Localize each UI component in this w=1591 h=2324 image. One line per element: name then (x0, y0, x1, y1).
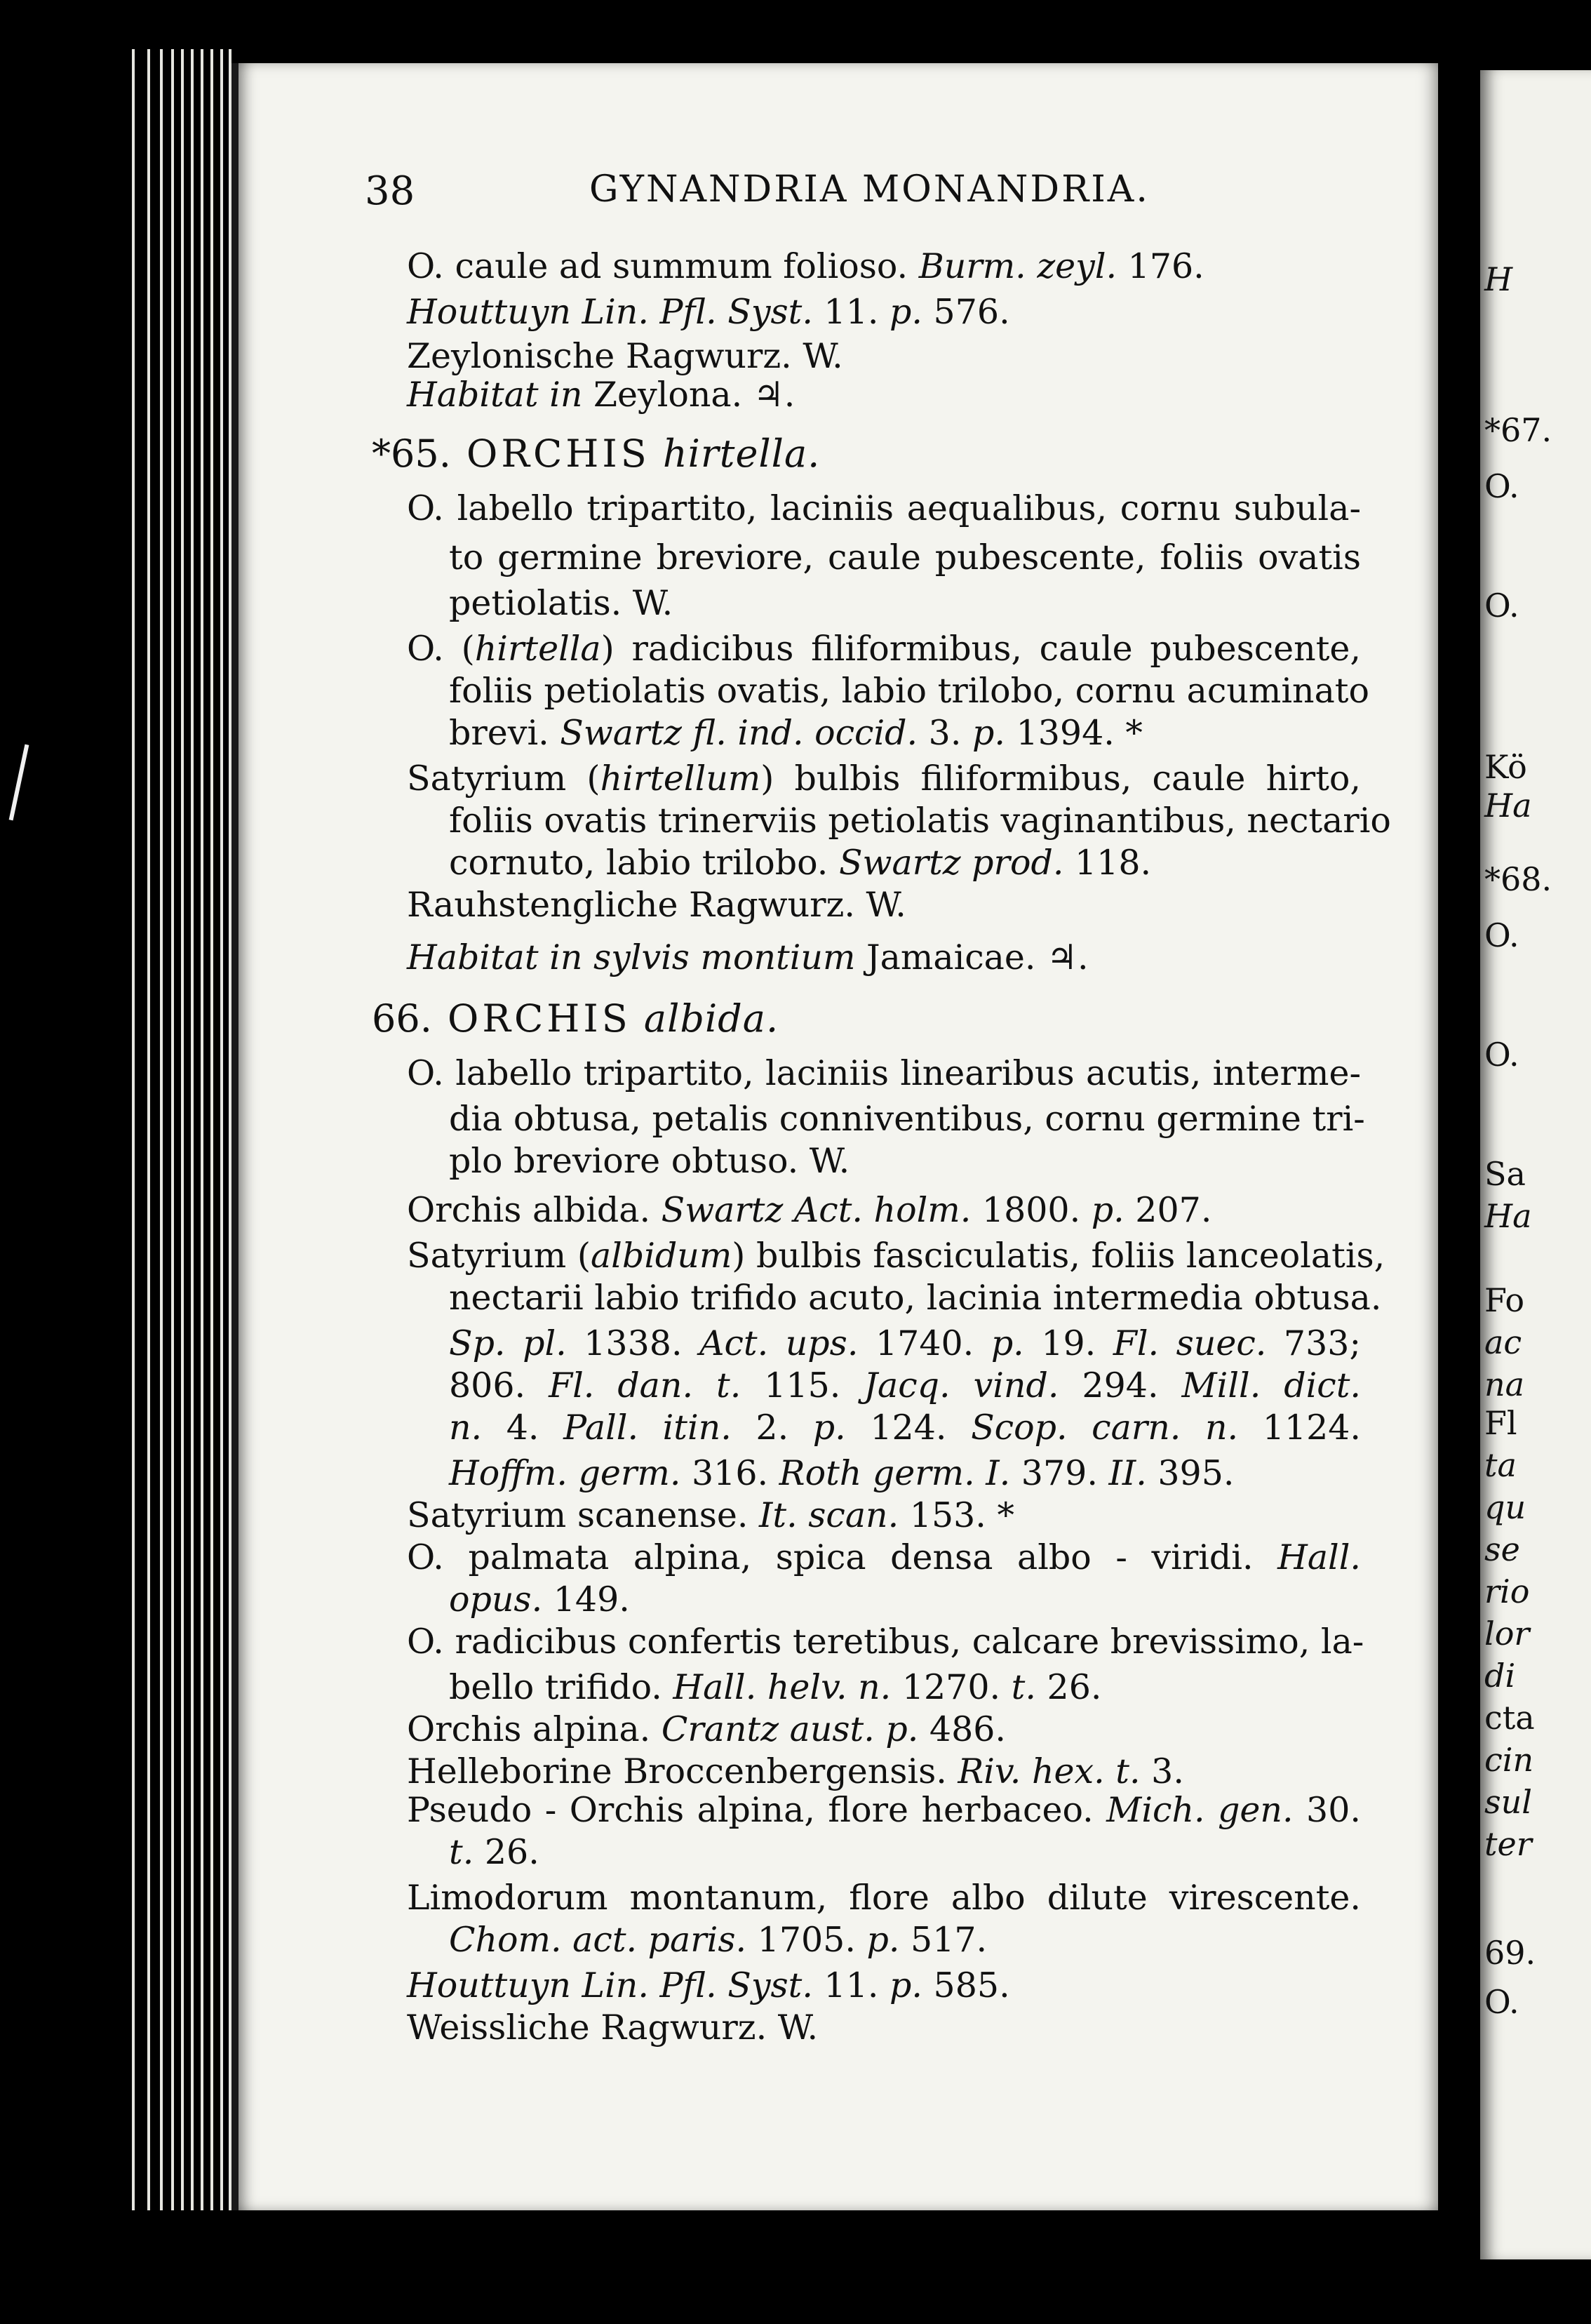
text-line (449, 1580, 630, 1620)
text-run: 26. (474, 1832, 539, 1872)
text-line (407, 1709, 1006, 1749)
text-run: 379. (1010, 1453, 1098, 1493)
italic-reference: p. (788, 1408, 846, 1448)
text-line (449, 1408, 1361, 1448)
italic-reference: Sp. pl. (449, 1323, 567, 1363)
italic-reference: opus. (449, 1580, 543, 1620)
text-run: 3. (918, 713, 962, 753)
right-page-text-fragment: rio (1484, 1572, 1530, 1610)
text-line (407, 292, 1010, 332)
text-line (449, 1099, 1365, 1139)
text-line (449, 1453, 1235, 1493)
species-number: 66. (372, 996, 432, 1041)
italic-reference: albidum (590, 1236, 732, 1276)
italic-reference: Hoffm. germ. (449, 1453, 681, 1493)
italic-reference: Mill. dict. (1158, 1365, 1362, 1405)
text-line (407, 246, 1204, 286)
italic-reference: Scop. carn. n. (946, 1408, 1239, 1448)
text-run: 1394. * (1005, 713, 1143, 753)
text-run: 149. (542, 1580, 630, 1620)
text-line (407, 1190, 1212, 1230)
text-line (449, 1920, 988, 1960)
text-run: ) radicibus filiformibus, caule pubescente, (600, 629, 1361, 669)
right-page-text-fragment: Kö (1484, 748, 1527, 786)
text-run: dia obtusa, petalis conniventibus, cornu germine tri- (449, 1099, 1365, 1139)
italic-reference: Act. ups. (682, 1323, 859, 1363)
right-page-text-fragment: ta (1484, 1446, 1517, 1484)
italic-reference: Crantz aust. p. (650, 1709, 919, 1749)
italic-reference: Swartz Act. holm. (650, 1190, 972, 1230)
text-run: 115. (741, 1365, 841, 1405)
italic-reference: Mich. gen. (1093, 1790, 1294, 1830)
species-epithet: albida. (631, 996, 779, 1041)
text-line (407, 1751, 1184, 1791)
italic-reference: Fl. dan. t. (525, 1365, 741, 1405)
text-line (407, 759, 1362, 799)
text-run: ) bulbis filiformibus, caule hirto, (760, 759, 1362, 799)
italic-reference: Hall. helv. n. (662, 1667, 892, 1707)
text-run: Zeylona. ♃. (582, 375, 796, 415)
text-run: 1800. (971, 1190, 1081, 1230)
right-page-text-fragment: Ha (1484, 787, 1532, 824)
text-line (407, 1790, 1361, 1830)
text-run: Satyrium ( (407, 759, 600, 799)
italic-reference: n. (449, 1408, 483, 1448)
text-line (449, 713, 1143, 753)
text-line (449, 1278, 1382, 1318)
text-run: 806. (449, 1365, 526, 1405)
text-run: 1124. (1238, 1408, 1361, 1448)
text-run: Zeylonische Ragwurz. W. (407, 336, 843, 376)
text-run: 316. (680, 1453, 769, 1493)
text-run: 1270. (891, 1667, 1001, 1707)
right-page-text-fragment: 69. (1484, 1934, 1536, 1972)
text-line (449, 671, 1369, 711)
italic-reference: p. (961, 713, 1005, 753)
text-run: Weissliche Ragwurz. W. (407, 2008, 819, 2048)
text-run: 2. (731, 1408, 789, 1448)
species-heading (372, 996, 779, 1041)
text-run: O. labello tripartito, laciniis aequalibus, cornu subula- (407, 488, 1361, 528)
text-line (407, 375, 796, 415)
text-run: 517. (899, 1920, 988, 1960)
right-page-text-fragment: Fl (1484, 1404, 1517, 1442)
italic-reference: Habitat in (407, 375, 583, 415)
text-run: 585. (922, 1965, 1010, 2005)
italic-reference: p. (974, 1323, 1024, 1363)
italic-reference: Pall. itin. (539, 1408, 732, 1448)
text-run: Helleborine Broccenbergensis. (407, 1751, 947, 1791)
right-page-text-fragment: O. (1484, 916, 1519, 954)
text-run: petiolatis. W. (449, 583, 673, 623)
text-run: Orchis alpina. (407, 1709, 651, 1749)
text-run: cornuto, labio trilobo. (449, 843, 828, 883)
genus-name: ORCHIS (431, 996, 631, 1041)
text-run: 1705. (746, 1920, 856, 1960)
right-page-text-fragment: O. (1484, 467, 1519, 505)
italic-reference: p. (878, 1965, 922, 2005)
italic-reference: Habitat in sylvis montium (407, 937, 856, 977)
text-line (449, 801, 1391, 841)
running-title: GYNANDRIA MONANDRIA. (589, 168, 1150, 211)
text-line (407, 1053, 1361, 1093)
text-run: 3. (1140, 1751, 1184, 1791)
text-run: 26. (1035, 1667, 1102, 1707)
right-page-text-fragment: se (1484, 1530, 1520, 1568)
text-line (449, 1323, 1361, 1363)
text-run: brevi. (449, 713, 549, 753)
species-number: *65. (372, 432, 451, 476)
text-line (407, 1622, 1364, 1662)
text-line (407, 336, 843, 376)
text-line (449, 1667, 1102, 1707)
text-run: 486. (918, 1709, 1006, 1749)
italic-reference: Jacq. vind. (840, 1365, 1059, 1405)
text-run: 1740. (858, 1323, 974, 1363)
right-page-text-fragment: Sa (1484, 1155, 1526, 1193)
italic-reference: Hall. (1253, 1537, 1361, 1577)
italic-reference: II. (1097, 1453, 1147, 1493)
right-page-text-fragment: sul (1484, 1783, 1532, 1821)
right-page-text-fragment: na (1484, 1365, 1525, 1403)
text-run: 4. (482, 1408, 539, 1448)
text-run: 124. (845, 1408, 947, 1448)
italic-reference: Swartz fl. ind. occid. (549, 713, 918, 753)
text-run: nectarii labio trifido acuto, lacinia intermedia obtusa. (449, 1278, 1382, 1318)
italic-reference: Burm. zeyl. (908, 246, 1117, 286)
text-run: 153. * (899, 1495, 1014, 1535)
text-line (449, 1141, 850, 1181)
italic-reference: Houttuyn Lin. Pfl. Syst. (407, 1965, 813, 2005)
text-run: Jamaicae. ♃. (855, 937, 1089, 977)
text-run: O. palmata alpina, spica densa albo - viridi. (407, 1537, 1254, 1577)
text-run: 11. (812, 292, 879, 332)
text-run: O. caule ad summum folioso. (407, 246, 908, 286)
text-line (449, 583, 673, 623)
species-heading (372, 432, 821, 476)
right-page-text-fragment: di (1484, 1657, 1516, 1695)
text-line (407, 937, 1089, 977)
text-line (449, 1832, 539, 1872)
text-run: bello trifido. (449, 1667, 662, 1707)
text-line (407, 1537, 1361, 1577)
text-run: Limodorum montanum, flore albo dilute virescente. (407, 1878, 1361, 1918)
text-run: foliis ovatis trinerviis petiolatis vaginantibus, nectario (449, 801, 1391, 841)
italic-reference: p. (1080, 1190, 1125, 1230)
text-run: Satyrium scanense. (407, 1495, 748, 1535)
text-line (407, 629, 1361, 669)
text-run: 576. (922, 292, 1010, 332)
text-line (407, 1495, 1014, 1535)
right-page-text-fragment: O. (1484, 587, 1519, 625)
right-page-fragment (1480, 70, 1591, 2259)
italic-reference: p. (855, 1920, 900, 1960)
right-page-text-fragment: H (1484, 260, 1513, 298)
italic-reference: Houttuyn Lin. Pfl. Syst. (407, 292, 813, 332)
italic-reference: It. scan. (748, 1495, 899, 1535)
right-page-text-fragment: Fo (1484, 1281, 1525, 1319)
text-run: Satyrium ( (407, 1236, 591, 1276)
right-page-text-fragment: *68. (1484, 860, 1552, 898)
text-run: plo breviore obtuso. W. (449, 1141, 850, 1181)
italic-reference: hirtella (474, 629, 601, 669)
text-line (407, 1878, 1361, 1918)
text-run: 207. (1124, 1190, 1212, 1230)
book-page-edges (98, 49, 239, 2210)
text-run: foliis petiolatis ovatis, labio trilobo, cornu acuminato (449, 671, 1369, 711)
text-run: to germine breviore, caule pubescente, foliis ovatis (449, 537, 1361, 577)
text-run: 733; (1266, 1323, 1361, 1363)
book-gutter (1438, 0, 1480, 2324)
italic-reference: t. (449, 1832, 474, 1872)
text-run: 30. (1293, 1790, 1361, 1830)
right-page-text-fragment: cin (1484, 1741, 1534, 1779)
right-page-text-fragment: qu (1484, 1488, 1526, 1526)
genus-name: ORCHIS (450, 432, 650, 476)
text-run: Pseudo - Orchis alpina, flore herbaceo. (407, 1790, 1094, 1830)
italic-reference: Roth germ. I. (768, 1453, 1011, 1493)
right-page-text-fragment: ac (1484, 1323, 1522, 1361)
italic-reference: Swartz prod. (828, 843, 1064, 883)
text-run: O. labello tripartito, laciniis linearibus acutis, interme- (407, 1053, 1361, 1093)
text-line (449, 537, 1361, 577)
text-run: 19. (1023, 1323, 1096, 1363)
text-run: 1338. (566, 1323, 683, 1363)
right-page-text-fragment: O. (1484, 1036, 1519, 1074)
text-run: 294. (1059, 1365, 1159, 1405)
italic-reference: Chom. act. paris. (449, 1920, 747, 1960)
right-page-text-fragment: ter (1484, 1825, 1532, 1863)
text-run: 176. (1117, 246, 1204, 286)
text-run: ) bulbis fasciculatis, foliis lanceolatis, (732, 1236, 1385, 1276)
text-run: O. ( (407, 629, 475, 669)
text-line (449, 843, 1152, 883)
page-number: 38 (365, 168, 415, 214)
text-run: 118. (1063, 843, 1152, 883)
text-run: 395. (1146, 1453, 1235, 1493)
italic-reference: p. (878, 292, 922, 332)
text-line (407, 2008, 819, 2048)
margin-mark (9, 744, 29, 821)
italic-reference: hirtellum (600, 759, 761, 799)
text-run: O. radicibus confertis teretibus, calcare brevissimo, la- (407, 1622, 1364, 1662)
text-line (407, 1236, 1385, 1276)
italic-reference: t. (1000, 1667, 1036, 1707)
text-line (407, 488, 1361, 528)
right-page-text-fragment: cta (1484, 1699, 1535, 1737)
right-page-text-fragment: lor (1484, 1615, 1530, 1652)
right-page-text-fragment: O. (1484, 1983, 1519, 2021)
text-run: 11. (812, 1965, 879, 2005)
text-line (407, 885, 906, 925)
text-run: Orchis albida. (407, 1190, 651, 1230)
italic-reference: Fl. suec. (1096, 1323, 1267, 1363)
text-line (449, 1365, 1362, 1405)
text-run: Rauhstengliche Ragwurz. W. (407, 885, 906, 925)
italic-reference: Riv. hex. t. (946, 1751, 1141, 1791)
text-line (407, 1965, 1010, 2005)
species-epithet: hirtella. (650, 432, 821, 476)
right-page-text-fragment: Ha (1484, 1197, 1532, 1235)
right-page-text-fragment: *67. (1484, 411, 1552, 449)
